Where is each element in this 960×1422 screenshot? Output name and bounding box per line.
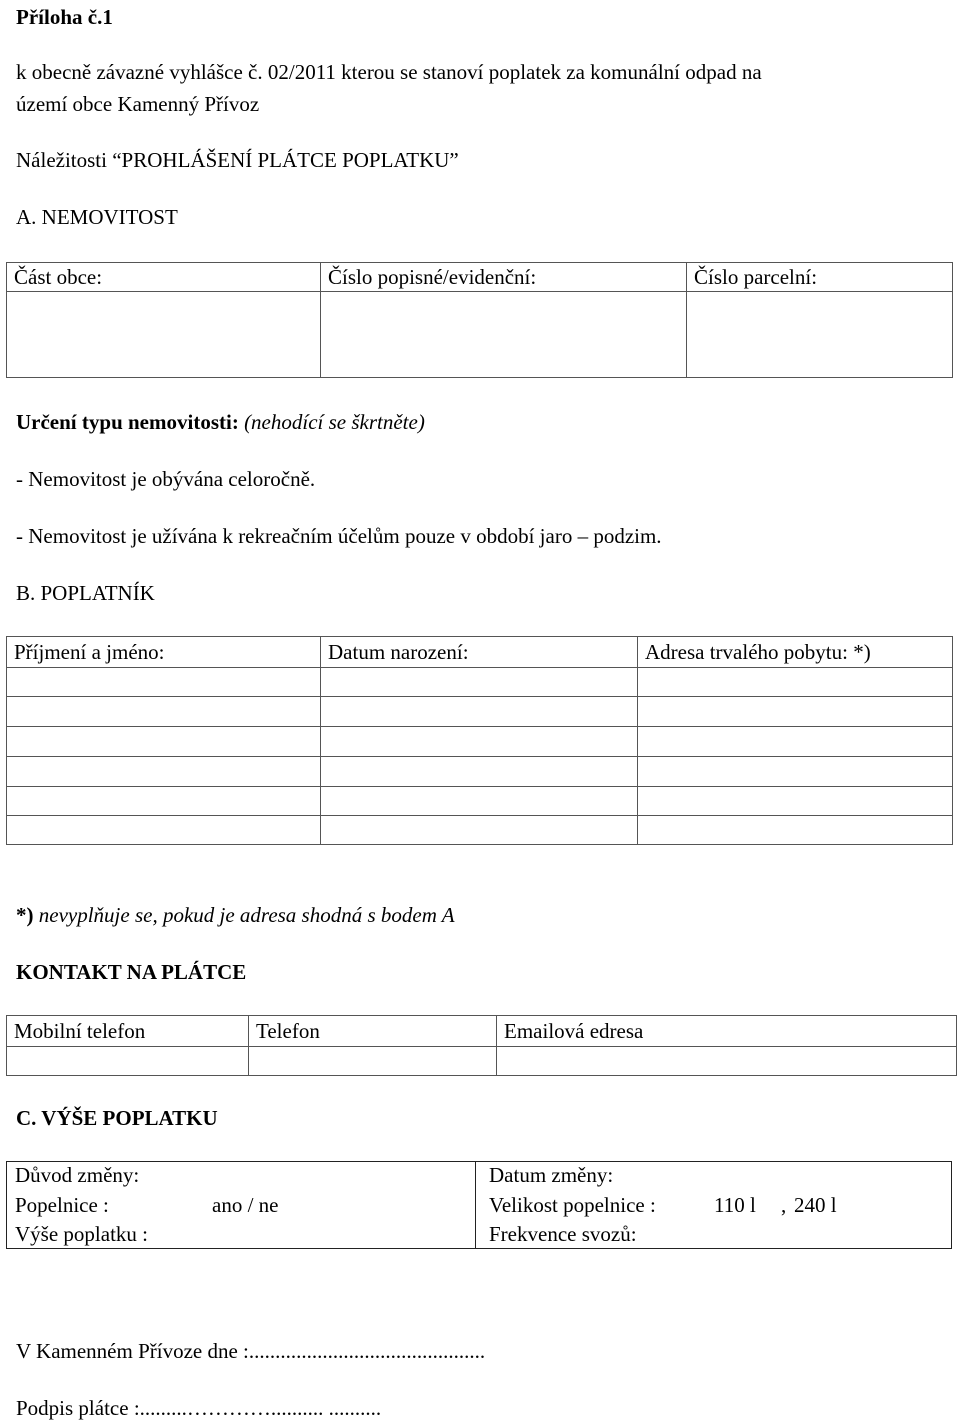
- column-divider: [475, 1162, 476, 1248]
- name-field[interactable]: [7, 787, 321, 816]
- col-email: Emailová edresa: [497, 1016, 957, 1047]
- col-part-of-municipality: Část obce:: [7, 263, 321, 292]
- signature-line[interactable]: Podpis plátce :.........………….......... ..........: [16, 1396, 382, 1420]
- subject-prefix: Náležitosti: [16, 148, 113, 172]
- section-b-title: B. POPLATNÍK: [16, 581, 155, 605]
- address-field[interactable]: [638, 816, 953, 845]
- name-field[interactable]: [7, 668, 321, 697]
- col-address: Adresa trvalého pobytu: *): [638, 637, 953, 668]
- footnote-text: nevyplňuje se, pokud je adresa shodná s bodem A: [33, 903, 455, 927]
- address-field[interactable]: [638, 668, 953, 697]
- email-field[interactable]: [497, 1047, 957, 1076]
- section-c-title: C. VÝŠE POPLATKU: [16, 1106, 218, 1130]
- col-house-number: Číslo popisné/evidenční:: [321, 263, 687, 292]
- birth-date-field[interactable]: [321, 787, 638, 816]
- change-date-label: Datum změny:: [489, 1163, 614, 1187]
- birth-date-field[interactable]: [321, 816, 638, 845]
- property-option-recreation[interactable]: - Nemovitost je užívána k rekreačním účelům pouze v období jaro – podzim.: [16, 524, 662, 548]
- col-name: Příjmení a jméno:: [7, 637, 321, 668]
- col-phone: Telefon: [249, 1016, 497, 1047]
- col-parcel-number: Číslo parcelní:: [687, 263, 953, 292]
- mobile-field[interactable]: [7, 1047, 249, 1076]
- address-field[interactable]: [638, 757, 953, 787]
- decree-line-1: k obecně závazné vyhlášce č. 02/2011 kterou se stanoví poplatek za komunální odpad na: [16, 60, 762, 84]
- bin-size-label: Velikost popelnice :: [489, 1193, 656, 1217]
- col-mobile: Mobilní telefon: [7, 1016, 249, 1047]
- col-birth-date: Datum narození:: [321, 637, 638, 668]
- birth-date-field[interactable]: [321, 757, 638, 787]
- frequency-label: Frekvence svozů:: [489, 1222, 637, 1246]
- section-a-title: A. NEMOVITOST: [16, 205, 178, 229]
- bins-label: Popelnice :: [15, 1193, 109, 1217]
- place-date-line[interactable]: V Kamenném Přívoze dne :.............................................: [16, 1339, 486, 1363]
- document-subject: [16, 148, 459, 173]
- bin-size-110[interactable]: 110 l: [714, 1193, 756, 1217]
- payer-table: [6, 636, 953, 845]
- property-table: [6, 262, 953, 378]
- decree-line-2: území obce Kamenný Přívoz: [16, 92, 260, 116]
- address-field[interactable]: [638, 697, 953, 727]
- address-footnote: [16, 903, 455, 928]
- bins-choice[interactable]: ano / ne: [212, 1193, 279, 1217]
- property-type-note: (nehodící se škrtněte): [244, 410, 425, 434]
- name-field[interactable]: [7, 816, 321, 845]
- phone-field[interactable]: [249, 1047, 497, 1076]
- parcel-number-field[interactable]: [687, 292, 953, 378]
- bin-size-separator: ,: [781, 1193, 787, 1217]
- name-field[interactable]: [7, 727, 321, 757]
- birth-date-field[interactable]: [321, 697, 638, 727]
- bin-size-240[interactable]: 240 l: [794, 1193, 837, 1217]
- property-type-heading: [16, 410, 425, 435]
- fee-amount-label: Výše poplatku :: [15, 1222, 148, 1246]
- subject-title: “PROHLÁŠENÍ PLÁTCE POPLATKU”: [112, 148, 459, 172]
- address-field[interactable]: [638, 727, 953, 757]
- part-of-municipality-field[interactable]: [7, 292, 321, 378]
- property-option-yearround[interactable]: - Nemovitost je obývána celoročně.: [16, 467, 316, 491]
- contact-title: KONTAKT NA PLÁTCE: [16, 960, 247, 984]
- name-field[interactable]: [7, 697, 321, 727]
- property-type-label: Určení typu nemovitosti:: [16, 410, 239, 434]
- birth-date-field[interactable]: [321, 727, 638, 757]
- reason-label: Důvod změny:: [15, 1163, 140, 1187]
- house-number-field[interactable]: [321, 292, 687, 378]
- address-field[interactable]: [638, 787, 953, 816]
- contact-table: [6, 1015, 957, 1076]
- footnote-mark: *): [16, 903, 34, 927]
- name-field[interactable]: [7, 757, 321, 787]
- fee-table: [6, 1161, 952, 1249]
- birth-date-field[interactable]: [321, 668, 638, 697]
- annex-label: Příloha č.1: [16, 5, 113, 29]
